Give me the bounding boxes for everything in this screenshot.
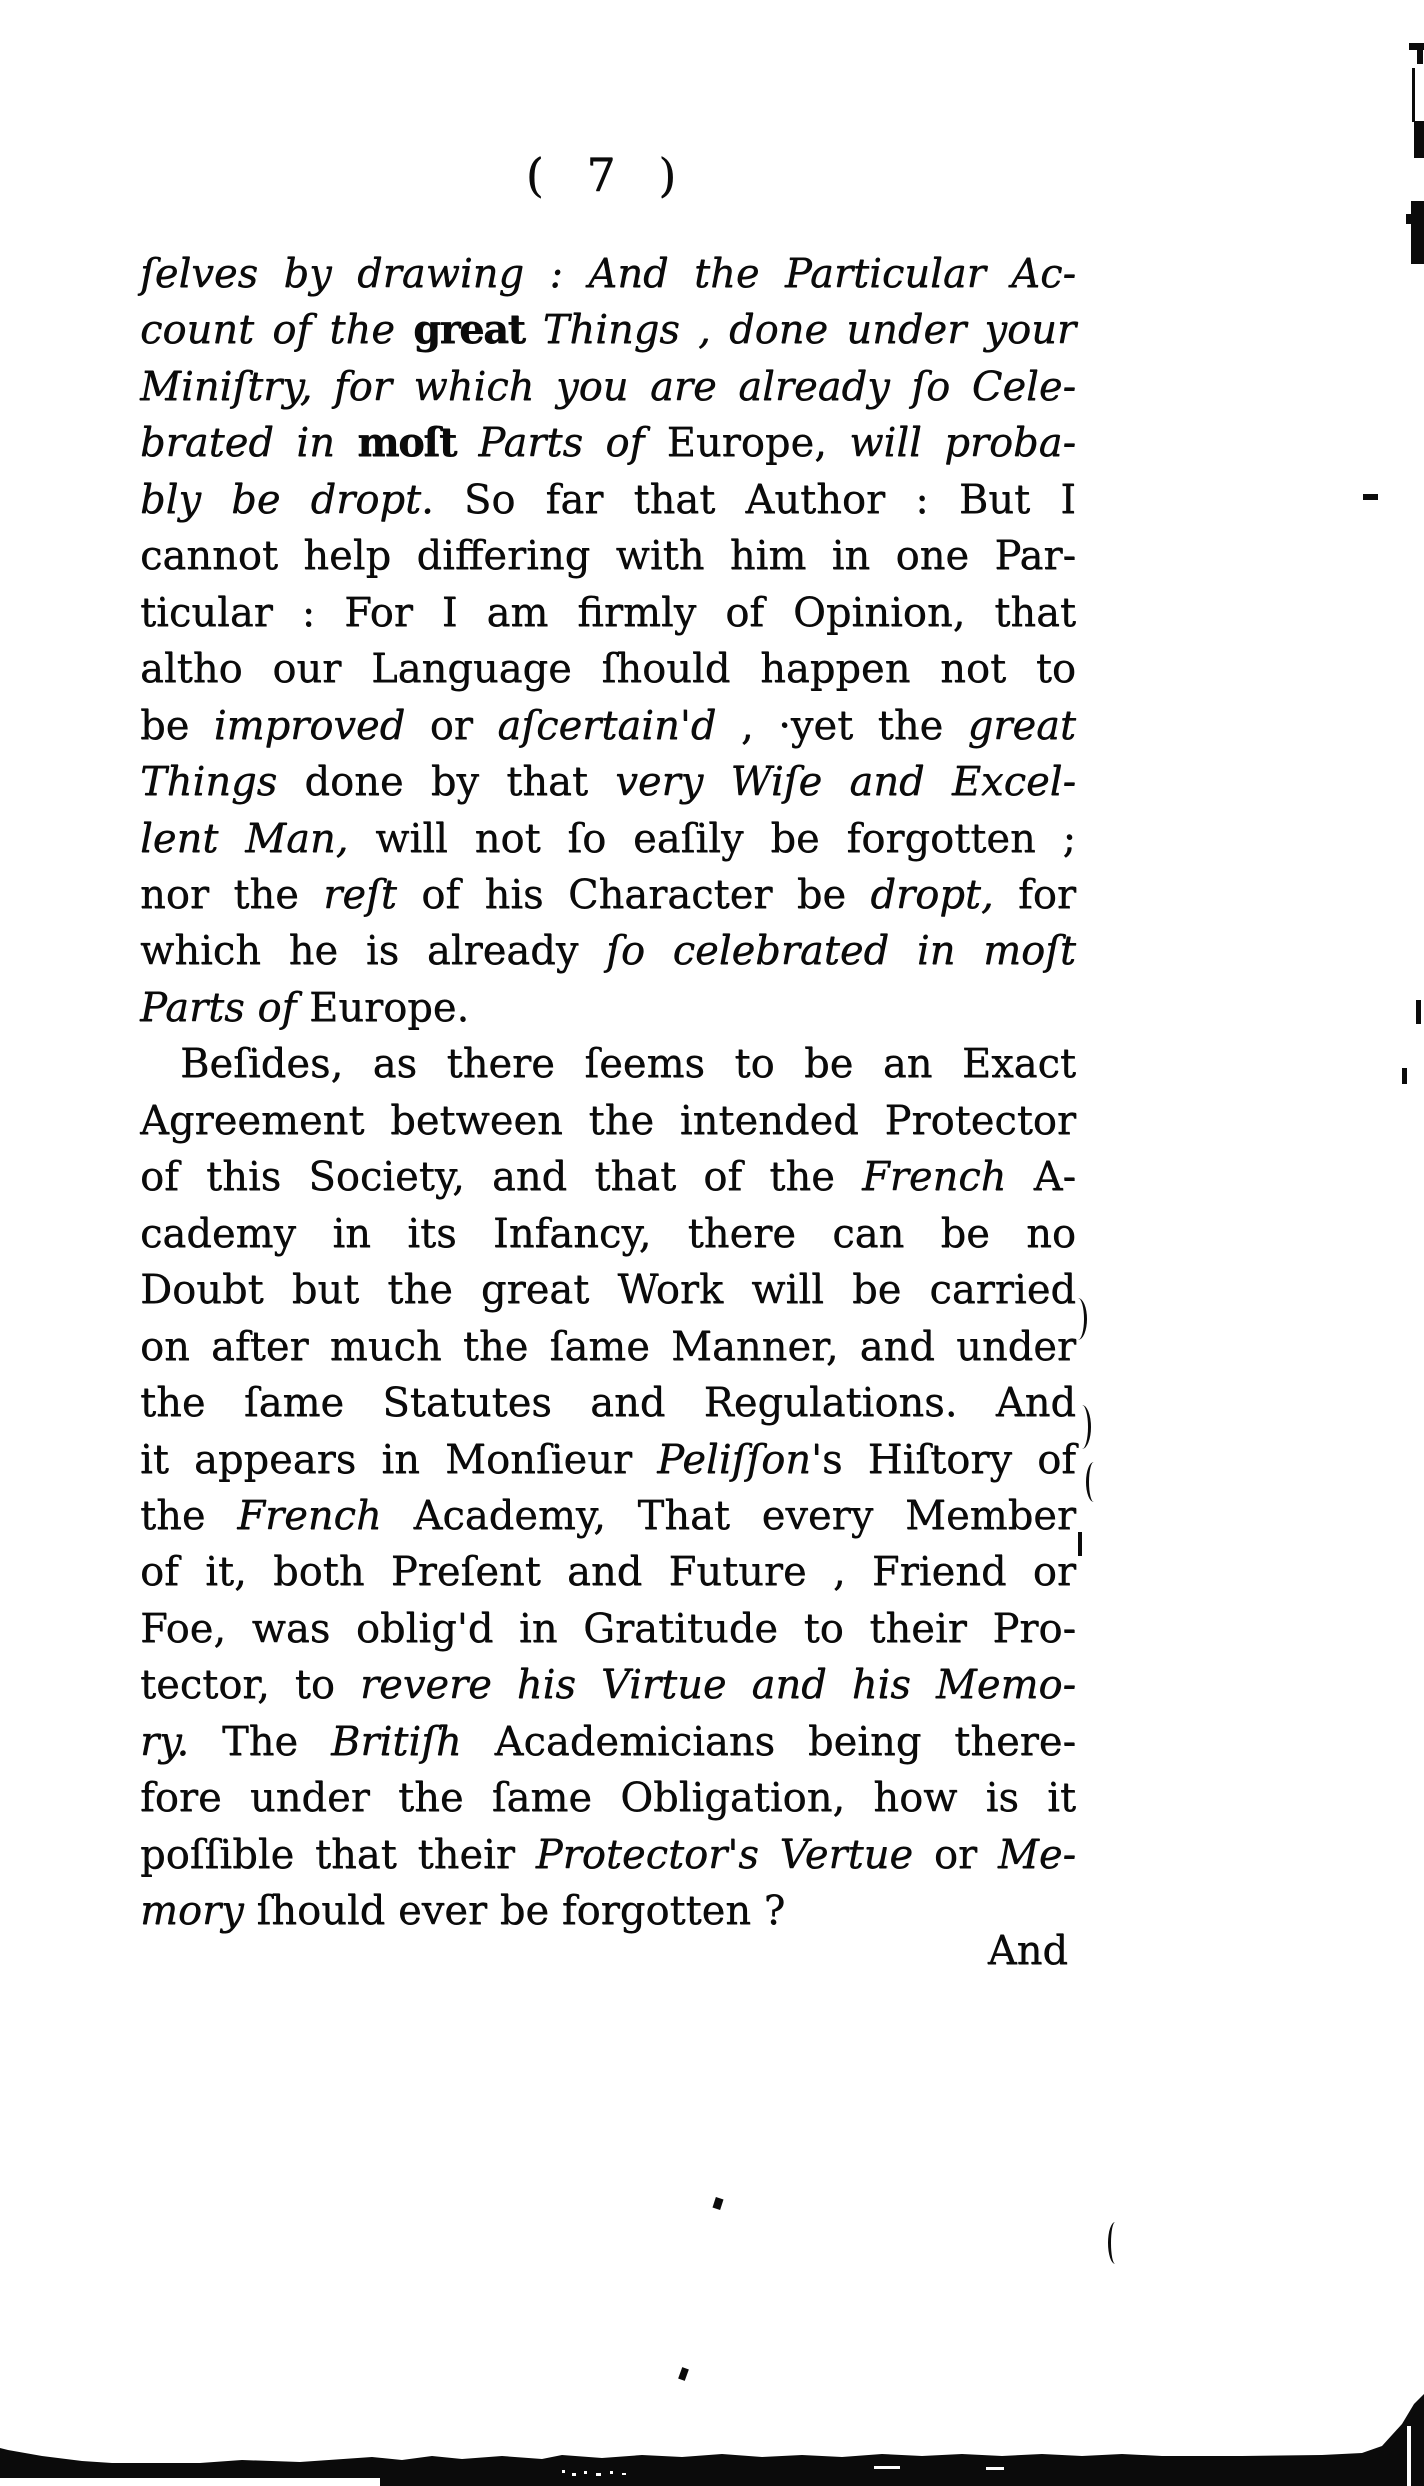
catchword: And (987, 1928, 1068, 1974)
text-segment-roman: done by that (277, 759, 616, 806)
text-line (140, 1432, 1076, 1488)
ink-mark-thin-line (1412, 68, 1415, 122)
text-line (140, 415, 1076, 471)
text-segment-roman: or (913, 1831, 998, 1878)
text-line (140, 1262, 1076, 1318)
text-segment-italic: will proba- (826, 420, 1076, 467)
text-line (140, 1770, 1076, 1826)
text-segment-roman: tector, to (140, 1662, 360, 1709)
text-segment-italic: Things , done under your (524, 307, 1076, 354)
text-segment-roman: ſhould ever be forgotten ? (243, 1888, 786, 1935)
text-segment-roman: Academy, That every Member (381, 1492, 1076, 1539)
text-segment-roman: on after much the ſame Manner, and under (140, 1323, 1076, 1370)
ink-mark-thick-bar (1414, 121, 1424, 158)
text-segment-roman: for (993, 871, 1076, 918)
text-segment-roman: it appears in Monſieur (140, 1436, 658, 1483)
text-segment-roman: the (140, 1492, 238, 1539)
text-segment-italic: mory (140, 1888, 244, 1935)
text-line (140, 923, 1076, 979)
text-line (140, 867, 1076, 923)
text-segment-italic: Peliſſon (657, 1436, 811, 1483)
text-segment-roman: of his Character be (396, 871, 871, 918)
text-segment-roman: nor the (140, 871, 324, 918)
text-line (140, 1601, 1076, 1657)
ink-swash-3 (1086, 1462, 1099, 1502)
text-segment-italic: brated in (140, 420, 358, 467)
text-segment-italic: great (967, 702, 1076, 749)
text-line (140, 811, 1076, 867)
text-segment-italic: Miniſtry, for which you are already ſo Cele- (140, 363, 1076, 410)
text-segment-roman: fore under the ſame Obligation, how is it (140, 1775, 1076, 1822)
text-segment-italic: French (861, 1154, 1007, 1201)
text-segment-italic: lent Man, (140, 815, 349, 862)
text-segment-italic: Protector's Vertue (535, 1831, 914, 1878)
ink-swash-1 (1072, 1298, 1087, 1340)
text-segment-roman: altho our Language ſhould happen not to (140, 646, 1076, 693)
text-line (140, 980, 1076, 1036)
text-line (140, 754, 1076, 810)
text-segment-italic: Parts of (140, 984, 310, 1031)
text-segment-roman: , ·yet the (716, 702, 968, 749)
text-segment-italic: Britiſh (330, 1718, 462, 1765)
scan-edge-band (0, 2386, 1424, 2486)
ink-mark-edge-block (1411, 201, 1424, 264)
text-segment-roman: The (189, 1718, 331, 1765)
text-line (140, 1375, 1076, 1431)
text-segment-blackletter: great (413, 306, 525, 354)
text-line (140, 585, 1076, 641)
text-segment-italic: Me- (997, 1831, 1077, 1878)
text-segment-italic: ry. (140, 1718, 190, 1765)
ink-mark-dash (1363, 494, 1378, 500)
text-segment-roman: So far that Author : But I (433, 476, 1077, 523)
ink-paren-mark (1108, 2222, 1120, 2264)
text-line (140, 1714, 1076, 1770)
text-segment-italic: dropt, (870, 871, 994, 918)
text-segment-roman: Europe, (666, 420, 827, 467)
ink-mark-tick-1 (1416, 1000, 1421, 1024)
text-segment-roman: Foe, was oblig'd in Gratitude to their Pro- (140, 1605, 1076, 1652)
text-segment-italic: ſelves by drawing : And the Particular Ac- (140, 251, 1076, 297)
text-segment-roman: or (405, 702, 498, 749)
text-segment-italic: count of the (140, 307, 414, 354)
ink-mark-edge-block-notch (1406, 214, 1412, 224)
text-line (140, 472, 1076, 528)
ink-mark-hook-vertical (1417, 43, 1423, 64)
text-segment-italic: ſo celebrated in moſt (606, 928, 1076, 975)
text-segment-italic: improved (213, 702, 406, 749)
text-line (140, 1206, 1076, 1262)
text-segment-italic: very Wiſe and Excel- (615, 759, 1076, 806)
text-segment-roman: ticular : For I am firmly of Opinion, that (140, 589, 1076, 636)
ink-speck-2 (678, 2367, 689, 2381)
text-segment-italic: revere his Virtue and his Memo- (359, 1662, 1076, 1709)
text-segment-italic: Parts of (455, 420, 667, 467)
text-segment-roman: Beſides, as there ſeems to be an Exact (180, 1041, 1076, 1088)
text-segment-roman: Academicians being there- (461, 1718, 1076, 1765)
text-segment-roman: Europe. (309, 984, 470, 1031)
body-text (140, 246, 1076, 1940)
text-segment-roman: A- (1006, 1154, 1076, 1201)
text-segment-roman: will not ſo eaſily be forgotten ; (348, 815, 1076, 862)
text-line (140, 1036, 1076, 1092)
text-segment-roman: Doubt but the great Work will be carried (140, 1267, 1076, 1314)
text-line (140, 302, 1076, 358)
ink-swash-2 (1076, 1405, 1091, 1449)
ink-speck-dot (712, 2197, 723, 2210)
text-segment-roman: poſſible that their (140, 1831, 536, 1878)
text-segment-italic: French (237, 1492, 382, 1539)
text-line (140, 698, 1076, 754)
text-segment-blackletter: moſt (357, 419, 456, 467)
text-line (140, 246, 1076, 302)
text-line (140, 1093, 1076, 1149)
text-segment-roman: Agreement between the intended Protector (140, 1097, 1076, 1144)
text-line (140, 528, 1076, 584)
text-line (140, 1149, 1076, 1205)
ink-mark-tick-2 (1402, 1068, 1407, 1084)
text-line (140, 1319, 1076, 1375)
text-line (140, 1657, 1076, 1713)
text-segment-italic: Things (140, 759, 278, 806)
text-segment-roman: 's Hiſtory of (810, 1436, 1076, 1483)
text-segment-roman: be (140, 702, 214, 749)
text-segment-roman: of this Society, and that of the (140, 1154, 862, 1201)
text-segment-roman: the ſame Statutes and Regulations. And (140, 1380, 1076, 1427)
text-segment-roman: which he is already (140, 928, 607, 975)
text-segment-roman: of it, both Preſent and Future , Friend or (140, 1549, 1076, 1596)
page-number: ( 7 ) (525, 148, 691, 202)
text-line (140, 1488, 1076, 1544)
text-segment-roman: cannot help differing with him in one Par- (140, 533, 1076, 580)
text-line (140, 641, 1076, 697)
text-segment-italic: aſcertain'd (497, 702, 717, 749)
text-line (140, 1827, 1076, 1883)
text-line (140, 359, 1076, 415)
text-segment-italic: reſt (323, 871, 397, 918)
text-segment-italic: bly be dropt. (140, 476, 434, 523)
text-segment-roman: cademy in its Infancy, there can be no (140, 1210, 1076, 1257)
ink-swash-4 (1078, 1532, 1082, 1556)
text-line (140, 1544, 1076, 1600)
